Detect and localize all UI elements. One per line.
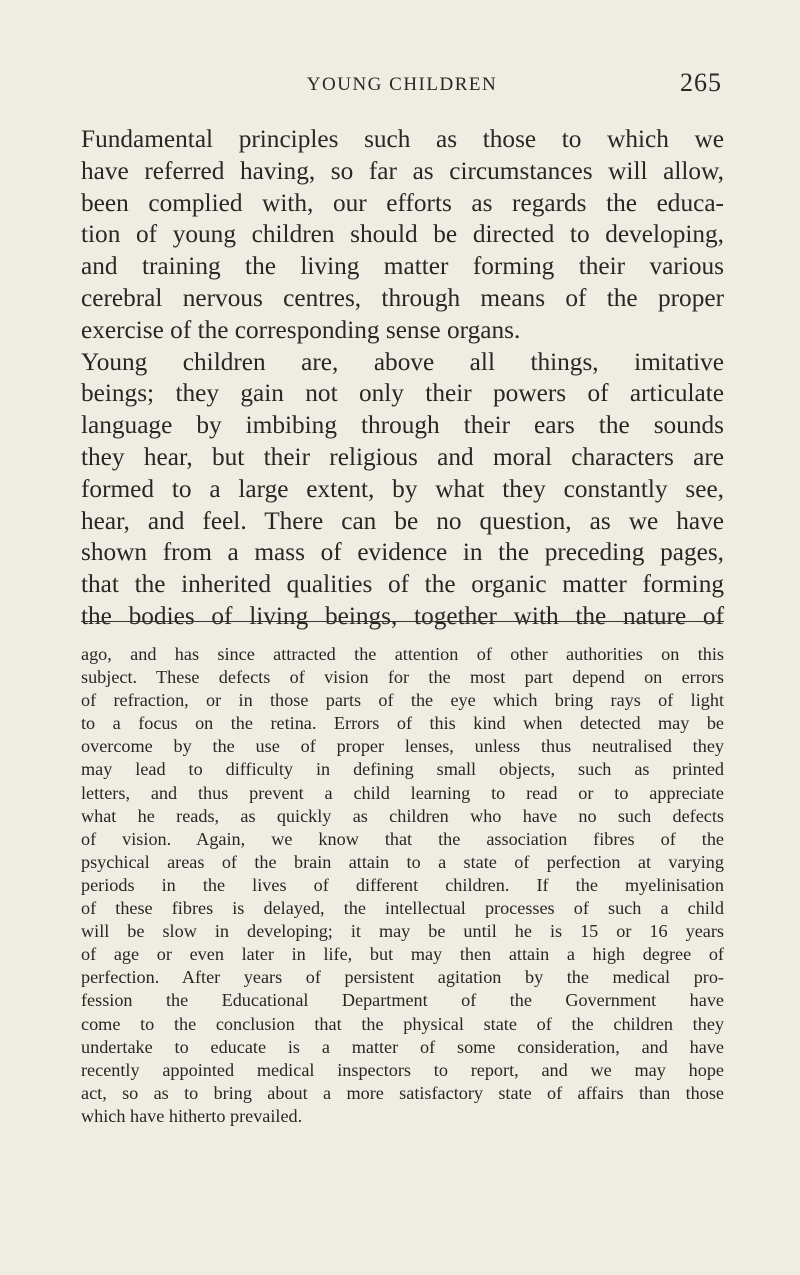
footnote-line: which have hitherto prevailed.	[81, 1105, 303, 1126]
body-line: Fundamental principles such as those to which we	[81, 125, 724, 153]
body-line: Young children are, above all things, imitative	[81, 347, 724, 376]
body-line: that the inherited qualities of the organic matter forming	[81, 570, 724, 599]
footnote	[81, 643, 724, 1128]
footnote-line: letters, and thus prevent a child learning to read or to appreciate	[81, 782, 724, 803]
footnote-line: act, so as to bring about a more satisfactory state of affairs than those	[81, 1082, 724, 1103]
body-line: have referred having, so far as circumstances will allow,	[81, 156, 724, 185]
footnote-line: psychical areas of the brain attain to a state of perfection at varying	[81, 851, 724, 872]
footnote-line: come to the conclusion that the physical state of the children they	[81, 1013, 724, 1034]
footnote-line: periods in the lives of different children. If the myelinisation	[81, 874, 724, 895]
body-line: they hear, but their religious and moral characters are	[81, 442, 724, 471]
footnote-line: ago, and has since attracted the attention of other authorities on this	[81, 644, 724, 664]
main-text	[81, 124, 724, 633]
footnote-line: what he reads, as quickly as children who have no such defects	[81, 805, 724, 826]
footnote-line: recently appointed medical inspectors to report, and we may hope	[81, 1059, 724, 1080]
body-line: been complied with, our efforts as regards the educa-	[81, 188, 724, 217]
footnote-line: to a focus on the retina. Errors of this kind when detected may be	[81, 713, 724, 734]
running-head	[82, 68, 722, 104]
footnote-line: fession the Educational Department of the Government have	[81, 990, 724, 1011]
body-line: the bodies of living beings, together with the nature of	[81, 601, 724, 630]
body-line: tion of young children should be directed to developing,	[81, 220, 724, 249]
footnote-separator-rule	[81, 621, 724, 622]
footnote-line: undertake to educate is a matter of some consideration, and have	[81, 1036, 724, 1057]
footnote-line: may lead to difficulty in defining small objects, such as printed	[81, 759, 724, 780]
footnote-line: of age or even later in life, but may then attain a high degree of	[81, 944, 724, 965]
body-line: exercise of the corresponding sense organs.	[81, 315, 521, 344]
footnote-line: subject. These defects of vision for the most part depend on errors	[81, 667, 724, 688]
running-title: YOUNG CHILDREN	[306, 74, 498, 95]
body-line: hear, and feel. There can be no question, as we have	[81, 506, 724, 535]
footnote-line: of these fibres is delayed, the intellectual processes of such a child	[81, 898, 724, 919]
footnote-line: overcome by the use of proper lenses, unless thus neutralised they	[81, 736, 724, 757]
body-line: and training the living matter forming their various	[81, 252, 724, 281]
body-line: formed to a large extent, by what they constantly see,	[81, 474, 724, 503]
body-line: shown from a mass of evidence in the preceding pages,	[81, 538, 724, 567]
body-line: beings; they gain not only their powers of articulate	[81, 379, 724, 408]
footnote-line: will be slow in developing; it may be until he is 15 or 16 years	[81, 921, 724, 942]
footnote-line: of refraction, or in those parts of the eye which bring rays of light	[81, 690, 724, 711]
body-line: cerebral nervous centres, through means of the proper	[81, 283, 724, 312]
footnote-line: perfection. After years of persistent agitation by the medical pro-	[81, 967, 724, 988]
footnote-line: of vision. Again, we know that the association fibres of the	[81, 828, 724, 849]
page-number: 265	[680, 68, 722, 97]
body-line: language by imbibing through their ears the sounds	[81, 411, 724, 440]
